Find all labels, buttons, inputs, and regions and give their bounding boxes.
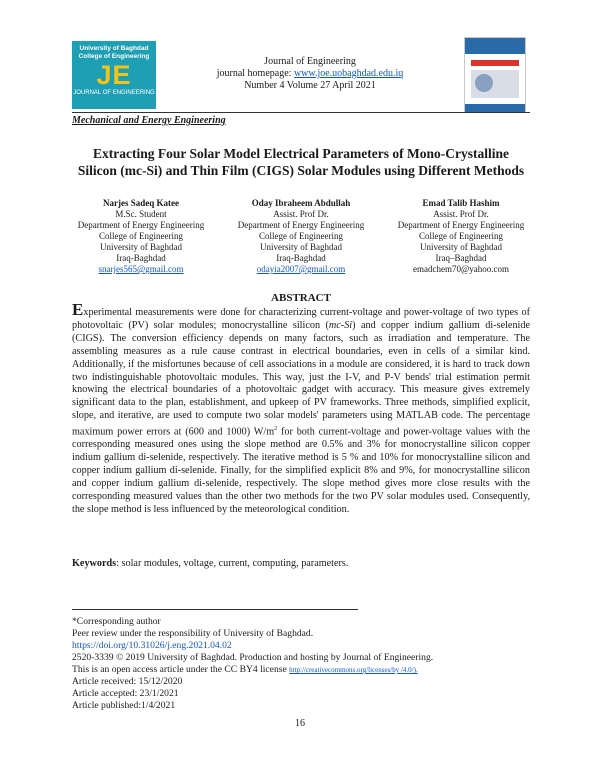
abstract-body: [72, 300, 531, 517]
cover-picture-emblem: [475, 74, 493, 92]
journal-logo: [72, 41, 156, 109]
author-1: [62, 198, 220, 275]
title-line-1: Extracting Four Solar Model Electrical Parameters of Mono-Crystalline: [92, 146, 510, 161]
logo-mark: JE: [96, 60, 132, 90]
section-label: Mechanical and Energy Engineering: [72, 115, 226, 126]
keywords-label: Keywords: [72, 558, 117, 569]
doi-link[interactable]: https://doi.org/10.31026/j.eng.2021.04.02: [72, 640, 232, 651]
cover-top-band: [465, 38, 525, 54]
abstract-text-a: xperimental measurements were done for characterizing current-voltage and power-voltage of two types of photovoltaic (PV) solar modules; monocrystalline silicon (: [72, 307, 530, 331]
license-text: This is an open access article under the CC BY4 license: [72, 664, 290, 675]
abstract-text-c: for both current-voltage and power-voltage values with the corresponding measured ones using the slope method are 0.5% and 3% for monocrystalline silicon copper indium gallium di-selenide, respectively. The iterative method is 5 % and 10% for monocrystalline silicon and copper indium gallium di-selenide. Finally, for the simplified explicit 8% and 9%, for monocrystalline silicon and copper indium gallium di-selenide, respectively. The slope method gives more close results with the corresponding measured values than the other two methods for the two PV solar modules used. Consequently, the slope method is less influenced by the meteorological condition.: [72, 426, 531, 515]
author-email-link[interactable]: snarjes565@gmail.com: [98, 264, 184, 274]
abstract-text-italic: mc-Si: [328, 319, 353, 331]
author-name: Narjes Sadeq Katee: [103, 198, 179, 208]
copyright-note: 2520-3339 © 2019 University of Baghdad. Production and hosting by Journal of Engineering.: [72, 652, 434, 663]
cover-title-bar: [471, 60, 519, 66]
keywords-text: : solar modules, voltage, current, computing, parameters.: [116, 558, 349, 569]
article-received: Article received: 15/12/2020: [72, 676, 183, 687]
author-position: M.Sc. Student: [115, 209, 167, 219]
journal-cover-image: [464, 37, 526, 113]
title-line-2: Silicon (mc-Si) and Thin Film (CIGS) Solar Modules using Different Methods: [77, 163, 525, 178]
license-link[interactable]: http://creativecommons.org/licenses/by /4.0/).: [289, 666, 418, 674]
logo-journal-name: JOURNAL OF ENGINEERING: [73, 90, 155, 96]
abstract-drop-cap: E: [72, 300, 84, 319]
license-note: [72, 664, 530, 676]
author-department: Department of Energy Engineering: [237, 220, 365, 230]
author-email: emadchem70@yahoo.com: [412, 264, 509, 274]
journal-info: [160, 56, 460, 92]
abstract-heading: ABSTRACT: [271, 292, 331, 304]
author-3: [382, 198, 540, 275]
logo-college: College of Engineering: [78, 53, 150, 60]
header-divider: [72, 112, 530, 113]
keywords: [72, 557, 530, 570]
author-college: College of Engineering: [99, 231, 183, 241]
abstract-superscript: 2: [274, 426, 278, 433]
author-location: Iraq–Baghdad: [435, 253, 487, 263]
cover-bottom-band: [465, 104, 525, 112]
peer-review-note: Peer review under the responsibility of University of Baghdad.: [72, 628, 314, 639]
author-department: Department of Energy Engineering: [397, 220, 525, 230]
logo-university: University of Baghdad: [79, 45, 149, 52]
author-university: University of Baghdad: [420, 242, 502, 252]
author-university: University of Baghdad: [100, 242, 182, 252]
corresponding-author-note: *Corresponding author: [72, 616, 161, 627]
footnotes: [72, 616, 530, 712]
author-2: [222, 198, 380, 275]
author-email-link[interactable]: odayia2007@gmail.com: [256, 264, 346, 274]
homepage-label: journal homepage:: [216, 68, 294, 79]
author-name: Emad Talib Hashim: [422, 198, 500, 208]
author-college: College of Engineering: [259, 231, 343, 241]
author-position: Assist. Prof Dr.: [433, 209, 489, 219]
author-location: Iraq-Baghdad: [276, 253, 326, 263]
article-accepted: Article accepted: 23/1/2021: [72, 688, 179, 699]
homepage-link[interactable]: www.joe.uobaghdad.edu.iq: [293, 68, 404, 79]
paper-title: [72, 145, 530, 179]
author-department: Department of Energy Engineering: [77, 220, 205, 230]
journal-homepage: [160, 68, 460, 80]
abstract-text-b: ) and copper indium gallium di-selenide (CIGS). The conversion efficiency depends on many factors, such as irradiation and temperature. The assembling measures as a rule cause contrast in electrical boundaries, even in cells of a similar kind. Additionally, if the misfortunes because of cell associations in a module are considered, it is hard to track down two indistinguishable photovoltaic modules. This way, just the I-V, and P-V bends' trial estimation permit knowing the electrical boundaries of a photovoltaic gadget with accuracy. This measure gives extremely significant data to the plan, establishment, and upkeep of PV frameworks. Three methods, simplified explicit, slope, and iterative, are used to compute two solar models' parameters using MATLAB code. The percentage maximum power errors at (600 and 1000) W/m: [72, 319, 530, 438]
author-position: Assist. Prof Dr.: [273, 209, 329, 219]
author-list: [62, 198, 540, 275]
page-number: 16: [295, 718, 305, 729]
author-name: Oday Ibraheem Abdullah: [251, 198, 351, 208]
author-college: College of Engineering: [419, 231, 503, 241]
footnote-divider: [72, 609, 358, 610]
journal-issue: Number 4 Volume 27 April 2021: [244, 80, 376, 91]
article-published: Article published:1/4/2021: [72, 700, 176, 711]
author-university: University of Baghdad: [260, 242, 342, 252]
journal-name: Journal of Engineering: [264, 56, 356, 67]
author-location: Iraq-Baghdad: [116, 253, 166, 263]
